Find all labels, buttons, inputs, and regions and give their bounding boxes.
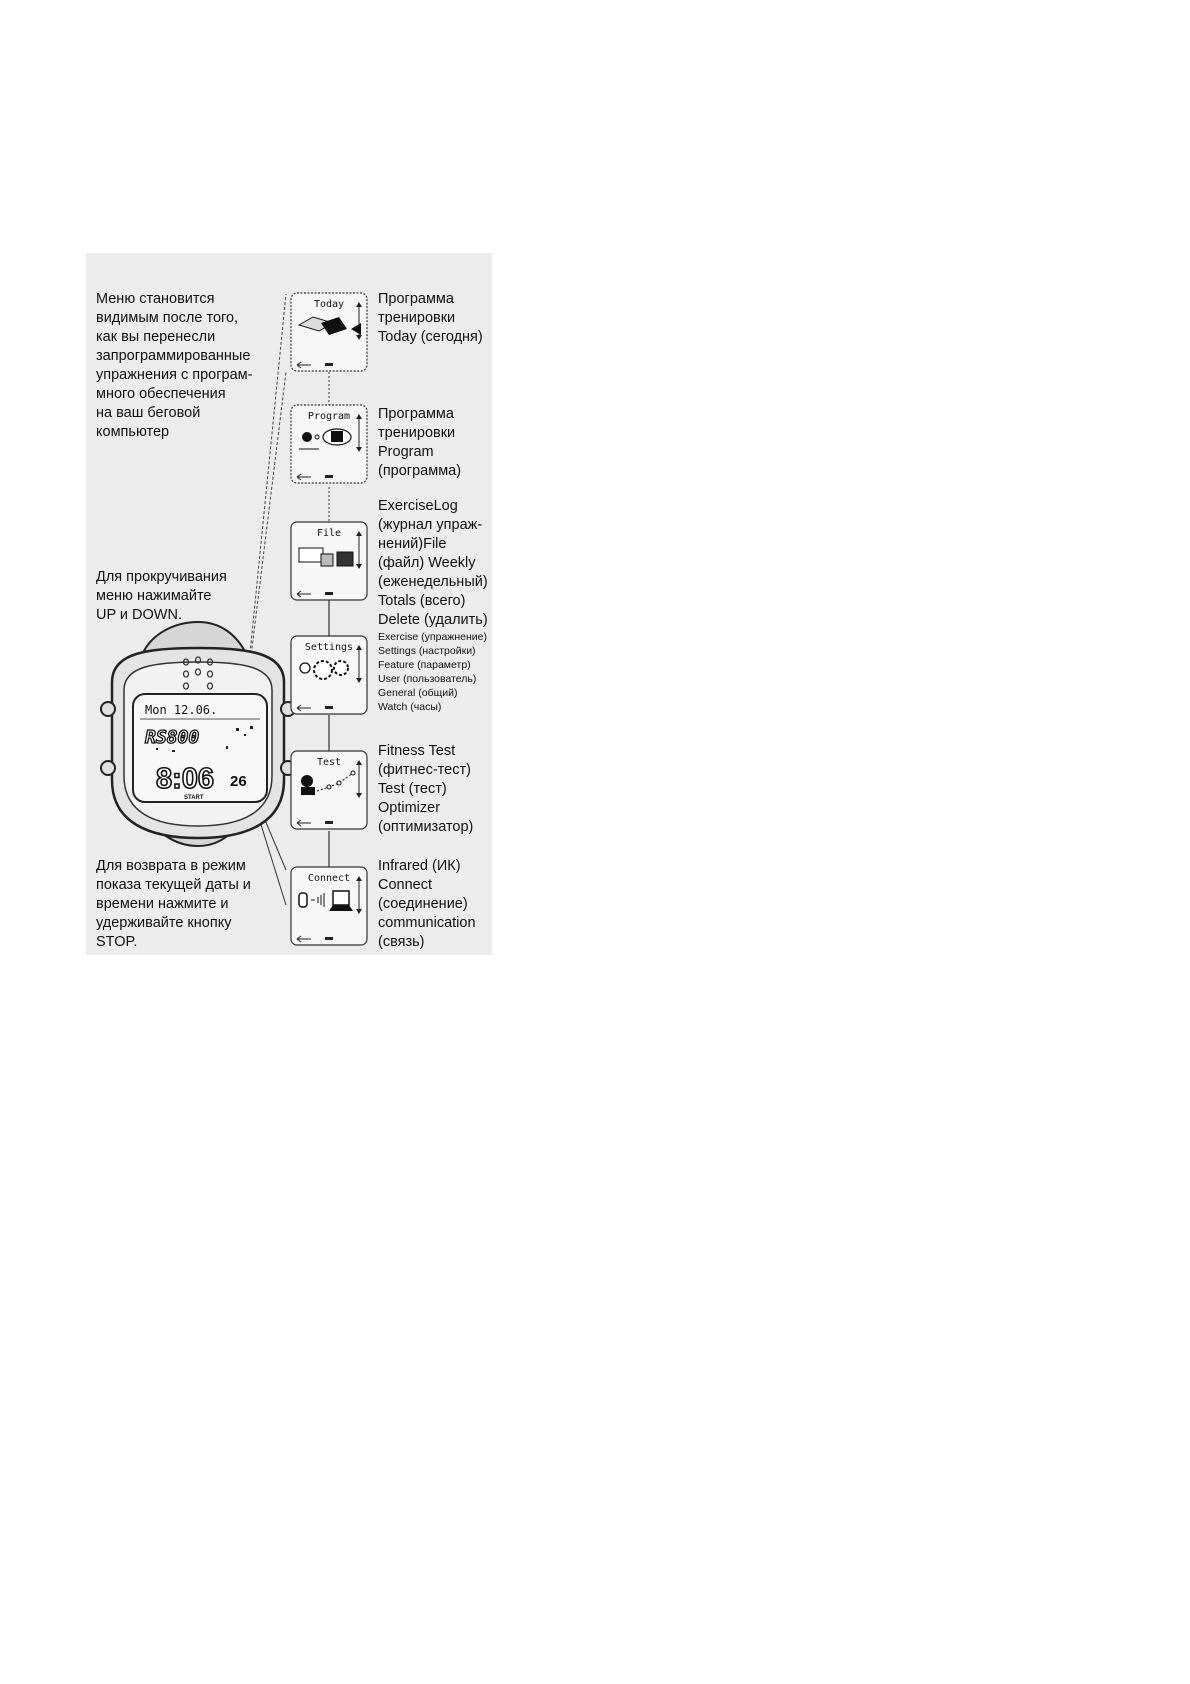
menu-desc-test: Fitness Test (фитнес-тест) Test (тест) Optimizer (оптимизатор) [378,743,474,835]
ok-mark-icon [325,937,333,940]
watch-brand: RS800 [145,727,200,748]
menu-visible-note: Меню становится видимым после того, как вы перенесли запрограммированные упражнения с програм- много обеспечения на ваш беговой компьютер [96,291,253,440]
today-link-line [244,294,286,713]
menu-desc-program: Программа тренировки Program (программа) [378,406,462,479]
ok-mark-icon [325,363,333,366]
menu-desc-settings: Exercise (упражнение) Settings (настройки) Feature (параметр) User (пользователь) General (общий) Watch (часы) [378,631,487,713]
watch-date: Mon 12.06. [145,703,218,717]
watch-button-light [101,702,115,716]
return-note: Для возврата в режим показа текущей даты и времени нажмите и удерживайте кнопку STOP. [96,858,251,950]
watch-illustration [101,622,295,846]
screen-title: Program [307,411,351,422]
ok-mark-icon [325,821,333,824]
ok-mark-icon [325,475,333,478]
menu-screen-today [291,293,367,371]
menu-screen-program [291,405,367,483]
screen-title: Connect [307,873,351,884]
menu-desc-file: ExerciseLog (журнал упраж- нений)File (файл) Weekly (еженедельный) Totals (всего) Delete (удалить) [378,498,488,628]
ok-mark-icon [325,592,333,595]
menu-screen-settings [291,636,367,714]
menu-desc-connect: Infrared (ИК) Connect (соединение) communication (связь) [378,858,476,950]
watch-seconds: 26 [230,773,247,790]
scroll-note: Для прокручивания меню нажимайте UP и DOWN. [96,569,227,623]
screen-title: Today [313,299,345,310]
watch-button-stop [101,761,115,775]
menu-screen-file [291,522,367,600]
screen-title: Test [316,757,342,768]
menu-screen-connect [291,867,367,945]
watch-start-label: START [184,795,204,801]
watch-time: 8:06 [156,763,215,795]
menu-screen-test [291,751,367,829]
screen-title: File [316,528,342,539]
screen-title: Settings [304,642,354,653]
ok-mark-icon [325,706,333,709]
menu-desc-today: Программа тренировки Today (сегодня) [378,291,483,345]
